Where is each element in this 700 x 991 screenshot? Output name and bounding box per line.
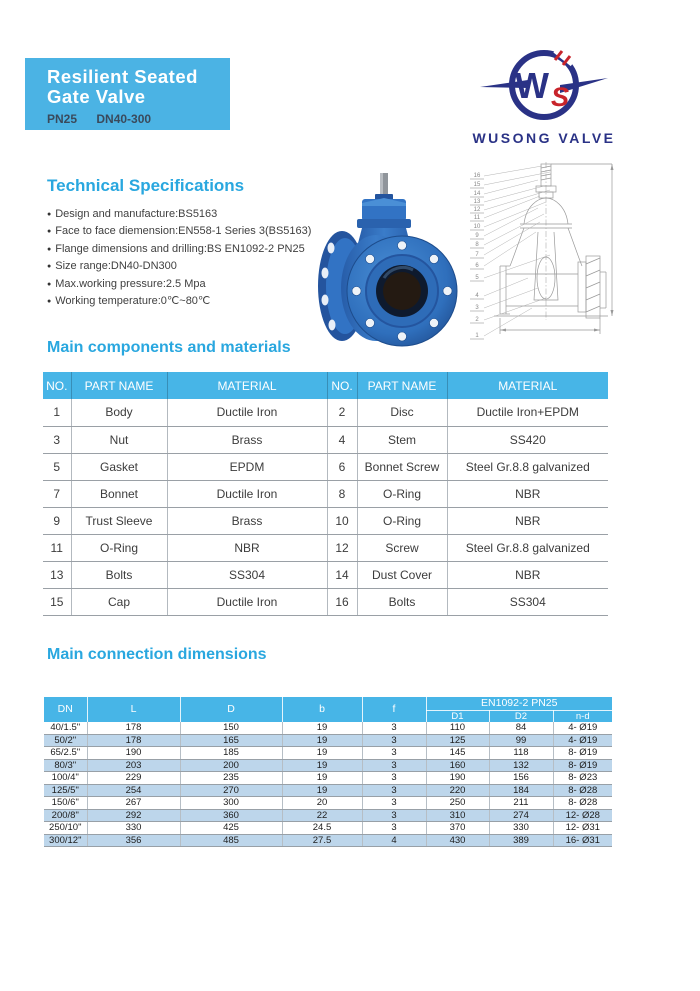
callout-number: 9 xyxy=(475,233,479,239)
callout-number: 8 xyxy=(475,242,479,248)
dimensions-cell: 178 xyxy=(87,722,180,735)
bullet-dot: ● xyxy=(47,211,52,218)
components-cell: 11 xyxy=(43,534,71,561)
dn-range: DN40-300 xyxy=(96,112,152,126)
components-col-header: MATERIAL xyxy=(167,372,327,399)
components-cell: Ductile Iron+EPDM xyxy=(447,399,608,426)
dimensions-cell: 3 xyxy=(362,772,426,785)
components-cell: Steel Gr.8.8 galvanized xyxy=(447,453,608,480)
components-cell: NBR xyxy=(447,561,608,588)
components-cell: Cap xyxy=(71,588,167,615)
title-block xyxy=(25,58,230,130)
dimensions-cell: 300 xyxy=(180,797,282,810)
dimensions-cell: 20 xyxy=(282,797,362,810)
dimensions-table xyxy=(44,697,612,847)
bullet-dot: ● xyxy=(47,298,52,306)
dimensions-cell: 16- Ø31 xyxy=(553,834,612,847)
dimensions-cell: 8- Ø23 xyxy=(553,772,612,785)
dimensions-cell: 4- Ø19 xyxy=(553,734,612,747)
components-cell: Dust Cover xyxy=(357,561,447,588)
valve-photo xyxy=(318,172,463,348)
dimensions-cell: 19 xyxy=(282,772,362,785)
components-cell: 4 xyxy=(327,426,357,453)
dimensions-group-header: EN1092-2 PN25 xyxy=(426,697,612,710)
dimensions-col-header: f xyxy=(362,697,426,722)
dimensions-cell: 3 xyxy=(362,734,426,747)
bullet-dot: ● xyxy=(47,228,52,236)
components-cell: SS304 xyxy=(447,588,608,615)
dimensions-heading: Main connection dimensions xyxy=(47,646,267,663)
pn-rating: PN25 xyxy=(47,112,78,126)
dimensions-cell: 185 xyxy=(180,747,282,760)
dimensions-header-row1 xyxy=(44,697,612,710)
spec-bullet xyxy=(47,241,332,258)
dimensions-row xyxy=(44,784,612,797)
callout-leader-line xyxy=(484,166,542,176)
dimensions-row xyxy=(44,834,612,847)
callout-leader-line xyxy=(484,222,540,255)
callout-leader-line xyxy=(484,255,550,278)
components-cell: NBR xyxy=(167,534,327,561)
dimensions-cell: 19 xyxy=(282,734,362,747)
callout-number: 6 xyxy=(475,263,479,269)
dimensions-cell: 254 xyxy=(87,784,180,797)
components-cell: Steel Gr.8.8 galvanized xyxy=(447,534,608,561)
callout-leader-line xyxy=(484,308,532,336)
dimensions-cell: 12- Ø28 xyxy=(553,809,612,822)
spec-bullet-text: Design and manufacture:BS5163 xyxy=(55,208,218,220)
dimensions-cell: 211 xyxy=(489,797,553,810)
spec-bullet xyxy=(47,276,332,293)
components-row xyxy=(43,426,608,453)
dimensions-cell: 3 xyxy=(362,809,426,822)
dimensions-cell: 3 xyxy=(362,759,426,772)
logo-monogram-s: S xyxy=(550,82,570,112)
components-cell: Nut xyxy=(71,426,167,453)
dimensions-cell: 292 xyxy=(87,809,180,822)
dimensions-cell: 110 xyxy=(426,722,489,735)
dimensions-cell: 3 xyxy=(362,747,426,760)
dimensions-row xyxy=(44,772,612,785)
dimensions-cell: 145 xyxy=(426,747,489,760)
dimensions-cell: 3 xyxy=(362,784,426,797)
spec-bullet-text: Face to face diemension:EN558-1 Series 3(BS5163) xyxy=(55,225,312,238)
dimensions-cell: 274 xyxy=(489,809,553,822)
valve-section-drawing xyxy=(466,160,616,360)
dimensions-cell: 65/2.5" xyxy=(44,747,87,760)
dimensions-cell: 184 xyxy=(489,784,553,797)
callout-number: 3 xyxy=(475,305,479,311)
components-cell: 6 xyxy=(327,453,357,480)
dimensions-cell: 4- Ø19 xyxy=(553,722,612,735)
dimensions-cell: 19 xyxy=(282,747,362,760)
pressure-size-row xyxy=(47,112,230,126)
dimensions-cell: 360 xyxy=(180,809,282,822)
components-cell: 13 xyxy=(43,561,71,588)
product-title-line1: Resilient Seated xyxy=(47,66,198,87)
components-cell: 8 xyxy=(327,480,357,507)
components-cell: Disc xyxy=(357,399,447,426)
dimensions-cell: 3 xyxy=(362,822,426,835)
dimensions-cell: 165 xyxy=(180,734,282,747)
dimensions-cell: 370 xyxy=(426,822,489,835)
bullet-dot: ● xyxy=(47,263,52,271)
dimensions-cell: 8- Ø19 xyxy=(553,747,612,760)
dimensions-cell: 250 xyxy=(426,797,489,810)
callout-number: 13 xyxy=(473,199,481,205)
components-cell: SS304 xyxy=(167,561,327,588)
dimensions-row xyxy=(44,822,612,835)
bullet-dot: ● xyxy=(47,245,52,253)
components-cell: Bolts xyxy=(71,561,167,588)
spec-bullet-list xyxy=(47,206,332,310)
components-cell: 16 xyxy=(327,588,357,615)
callout-number: 16 xyxy=(473,173,481,179)
product-title-line2: Gate Valve xyxy=(47,86,146,107)
dimensions-cell: 27.5 xyxy=(282,834,362,847)
dimensions-row xyxy=(44,797,612,810)
dimensions-cell: 150/6" xyxy=(44,797,87,810)
callout-number: 1 xyxy=(475,333,479,339)
dimensions-cell: 190 xyxy=(426,772,489,785)
components-cell: O-Ring xyxy=(71,534,167,561)
components-row xyxy=(43,399,608,426)
components-cell: 7 xyxy=(43,480,71,507)
dimensions-cell: 389 xyxy=(489,834,553,847)
dimensions-col-header: D xyxy=(180,697,282,722)
dimensions-cell: 12- Ø31 xyxy=(553,822,612,835)
dimensions-cell: 156 xyxy=(489,772,553,785)
spec-bullet xyxy=(47,223,332,240)
dimensions-cell: 3 xyxy=(362,797,426,810)
dimensions-cell: 330 xyxy=(87,822,180,835)
dimensions-cell: 40/1.5" xyxy=(44,722,87,735)
callout-leader-line xyxy=(484,172,550,185)
dimensions-row xyxy=(44,747,612,760)
components-cell: NBR xyxy=(447,507,608,534)
dimensions-cell: 267 xyxy=(87,797,180,810)
dimensions-cell: 200/8" xyxy=(44,809,87,822)
dimensions-cell: 178 xyxy=(87,734,180,747)
dimensions-cell: 356 xyxy=(87,834,180,847)
callout-number: 10 xyxy=(473,224,481,230)
dimensions-cell: 19 xyxy=(282,722,362,735)
components-cell: Body xyxy=(71,399,167,426)
components-col-header: PART NAME xyxy=(357,372,447,399)
callout-number: 11 xyxy=(473,215,481,221)
callout-number: 14 xyxy=(473,191,481,197)
callout-leader-line xyxy=(484,196,540,218)
components-cell: Bolts xyxy=(357,588,447,615)
components-cell: 14 xyxy=(327,561,357,588)
dimensions-cell: 203 xyxy=(87,759,180,772)
spec-bullet-text: Max.working pressure:2.5 Mpa xyxy=(55,277,206,290)
components-cell: 15 xyxy=(43,588,71,615)
components-row xyxy=(43,534,608,561)
callout-leader-line xyxy=(484,186,544,202)
dimensions-col-header: b xyxy=(282,697,362,722)
dimensions-cell: 99 xyxy=(489,734,553,747)
dimensions-row xyxy=(44,722,612,735)
dimensions-cell: 8- Ø28 xyxy=(553,784,612,797)
dimensions-cell: 300/12" xyxy=(44,834,87,847)
dimensions-cell: 229 xyxy=(87,772,180,785)
components-cell: Brass xyxy=(167,507,327,534)
dimensions-cell: 485 xyxy=(180,834,282,847)
dimensions-cell: 235 xyxy=(180,772,282,785)
dimensions-cell: 330 xyxy=(489,822,553,835)
components-cell: Brass xyxy=(167,426,327,453)
components-cell: 12 xyxy=(327,534,357,561)
components-cell: NBR xyxy=(447,480,608,507)
callout-number: 12 xyxy=(473,207,481,213)
dimensions-cell: 200 xyxy=(180,759,282,772)
components-cell: O-Ring xyxy=(357,507,447,534)
components-heading: Main components and materials xyxy=(47,339,291,356)
callout-leader-line xyxy=(484,288,538,308)
dimensions-cell: 160 xyxy=(426,759,489,772)
dimensions-cell: 8- Ø28 xyxy=(553,797,612,810)
dimensions-cell: 425 xyxy=(180,822,282,835)
dimensions-cell: 19 xyxy=(282,784,362,797)
components-cell: Bonnet Screw xyxy=(357,453,447,480)
components-cell: EPDM xyxy=(167,453,327,480)
dimensions-col-header: L xyxy=(87,697,180,722)
components-col-header: NO. xyxy=(43,372,71,399)
spec-bullet xyxy=(47,293,332,310)
dimensions-subcol-header: n-d xyxy=(553,710,612,722)
dimensions-row xyxy=(44,759,612,772)
components-cell: 5 xyxy=(43,453,71,480)
components-col-header: NO. xyxy=(327,372,357,399)
dimensions-cell: 310 xyxy=(426,809,489,822)
dimensions-cell: 24.5 xyxy=(282,822,362,835)
dimensions-cell: 50/2" xyxy=(44,734,87,747)
dimensions-cell: 125/5" xyxy=(44,784,87,797)
logo-monogram-w: W xyxy=(515,65,549,106)
callout-number: 5 xyxy=(475,275,479,281)
tech-specs-heading: Technical Specifications xyxy=(47,176,245,195)
dimensions-cell: 270 xyxy=(180,784,282,797)
components-header-row xyxy=(43,372,608,399)
components-row xyxy=(43,453,608,480)
components-row xyxy=(43,507,608,534)
components-row xyxy=(43,561,608,588)
components-cell: Ductile Iron xyxy=(167,399,327,426)
dimensions-cell: 19 xyxy=(282,759,362,772)
components-cell: 2 xyxy=(327,399,357,426)
dimensions-subcol-header: D1 xyxy=(426,710,489,722)
components-cell: Trust Sleeve xyxy=(71,507,167,534)
spec-bullet xyxy=(47,206,332,223)
components-cell: Ductile Iron xyxy=(167,480,327,507)
callout-number: 2 xyxy=(475,317,479,323)
callout-number: 4 xyxy=(475,293,479,299)
components-row xyxy=(43,588,608,615)
components-table-body xyxy=(43,399,608,615)
dimensions-cell: 430 xyxy=(426,834,489,847)
components-cell: Stem xyxy=(357,426,447,453)
dimensions-cell: 118 xyxy=(489,747,553,760)
dimensions-cell: 8- Ø19 xyxy=(553,759,612,772)
dimensions-cell: 190 xyxy=(87,747,180,760)
dimensions-cell: 125 xyxy=(426,734,489,747)
callout-leader-line xyxy=(484,232,536,266)
dimensions-cell: 220 xyxy=(426,784,489,797)
components-row xyxy=(43,480,608,507)
brand-name: WUSONG VALVE xyxy=(472,130,616,146)
spec-bullet xyxy=(47,258,332,275)
dimensions-cell: 250/10" xyxy=(44,822,87,835)
callout-number: 15 xyxy=(473,182,481,188)
dimensions-table-body xyxy=(44,722,612,847)
dimensions-cell: 3 xyxy=(362,722,426,735)
components-cell: 9 xyxy=(43,507,71,534)
dimensions-cell: 22 xyxy=(282,809,362,822)
dimensions-cell: 150 xyxy=(180,722,282,735)
dimensions-col-header: DN xyxy=(44,697,87,722)
spec-bullet-text: Working temperature:0℃~80℃ xyxy=(55,295,211,308)
components-cell: Screw xyxy=(357,534,447,561)
callout-number: 7 xyxy=(475,252,479,258)
dimensions-subcol-header: D2 xyxy=(489,710,553,722)
dimensions-cell: 100/4" xyxy=(44,772,87,785)
components-cell: 1 xyxy=(43,399,71,426)
wusong-logo-icon xyxy=(478,45,610,129)
components-table xyxy=(43,372,608,616)
bullet-dot: ● xyxy=(47,280,52,288)
components-cell: Gasket xyxy=(71,453,167,480)
components-cell: 3 xyxy=(43,426,71,453)
dimensions-table-head xyxy=(44,697,612,722)
dimensions-cell: 84 xyxy=(489,722,553,735)
components-cell: O-Ring xyxy=(357,480,447,507)
spec-bullet-text: Flange dimensions and drilling:BS EN1092-2 PN25 xyxy=(55,242,305,255)
components-col-header: MATERIAL xyxy=(447,372,608,399)
components-cell: Bonnet xyxy=(71,480,167,507)
components-col-header: PART NAME xyxy=(71,372,167,399)
callout-leader-line xyxy=(484,208,538,236)
components-cell: 10 xyxy=(327,507,357,534)
components-cell: Ductile Iron xyxy=(167,588,327,615)
callout-leader-line xyxy=(484,214,544,245)
dimensions-cell: 4 xyxy=(362,834,426,847)
components-cell: SS420 xyxy=(447,426,608,453)
dimensions-cell: 132 xyxy=(489,759,553,772)
dimensions-row xyxy=(44,809,612,822)
callout-leader-line xyxy=(484,180,538,194)
dimensions-row xyxy=(44,734,612,747)
dimensions-cell: 80/3" xyxy=(44,759,87,772)
callout-leader-line xyxy=(484,298,546,320)
spec-bullet-text: Size range:DN40-DN300 xyxy=(55,260,177,273)
